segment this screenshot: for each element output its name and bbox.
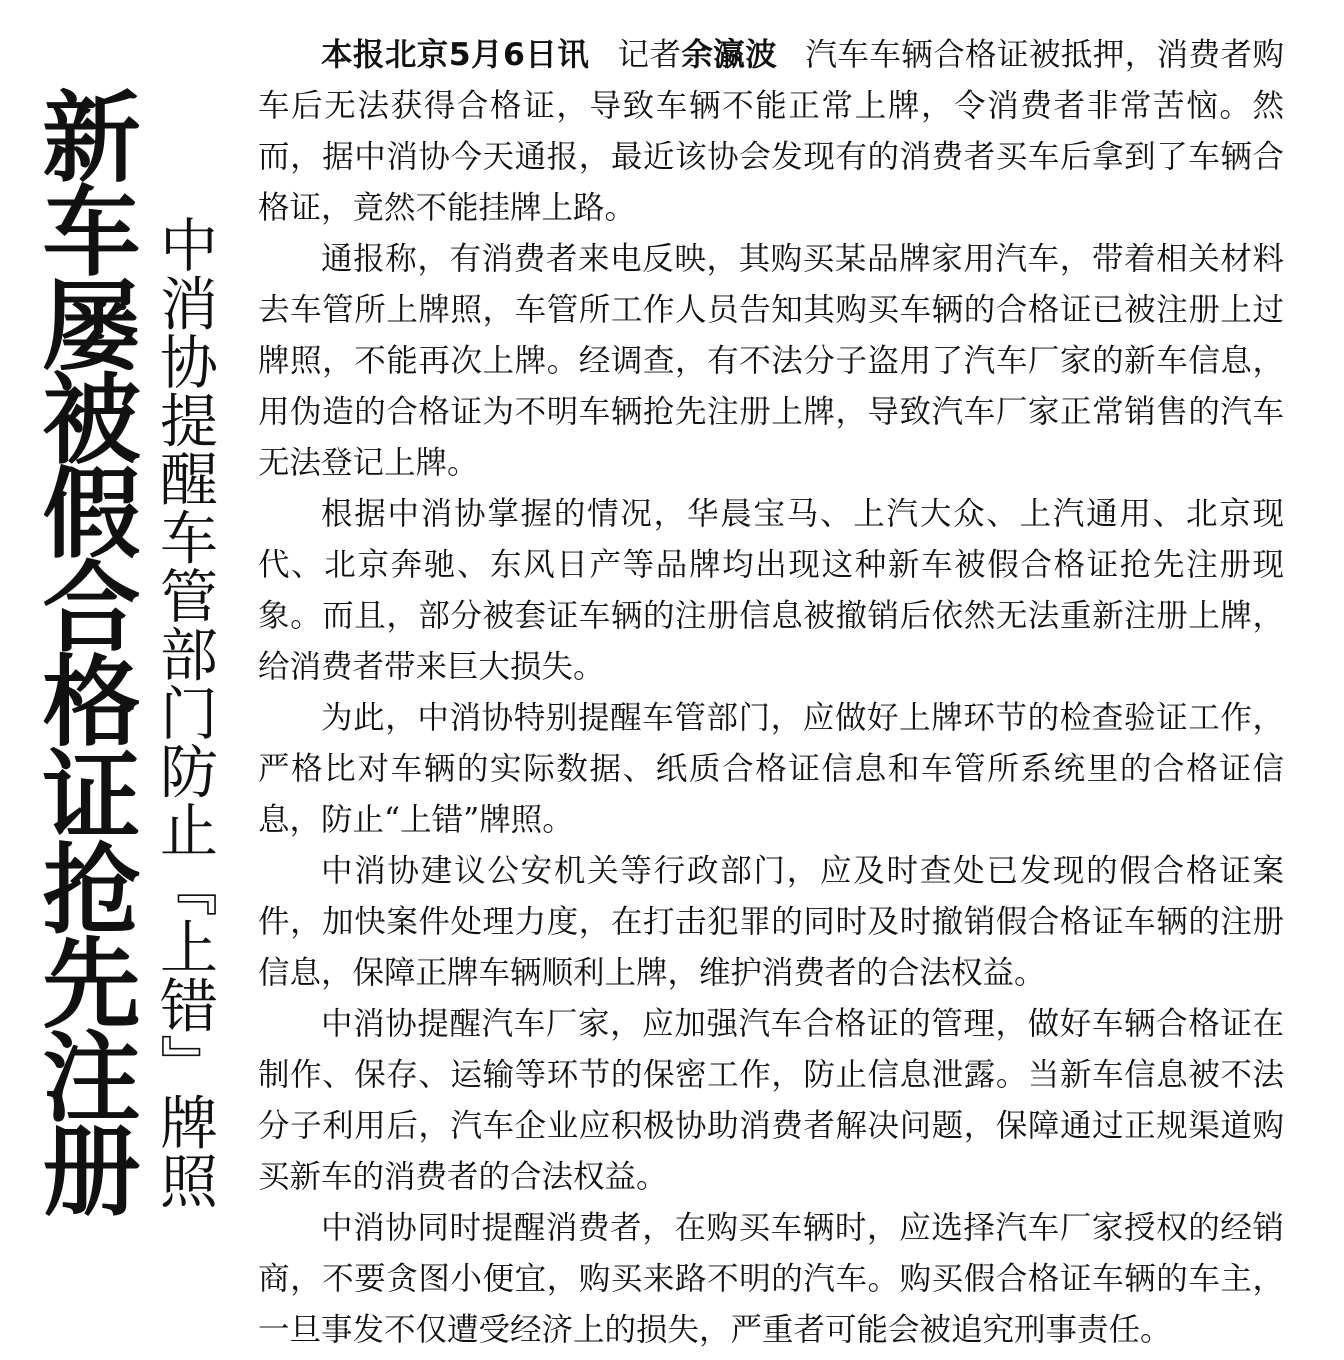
paragraph-1: 通报称，有消费者来电反映，其购买某品牌家用汽车，带着相关材料去车管所上牌照，车管所工作人员告知其购买车辆的合格证已被注册上过牌照，不能再次上牌。经调查，有不法分子盗用了汽车厂家的新车信息，用伪造的合格证为不明车辆抢先注册上牌，导致汽车厂家正常销售的汽车无法登记上牌。: [258, 241, 1284, 481]
reporter-name: 余瀛波: [681, 37, 778, 73]
dateline: 本报北京5月6日讯: [321, 37, 590, 73]
reporter-label: 记者: [617, 37, 682, 73]
lead-text: 汽车车辆合格证被抵押，消费者购车后无法获得合格证，导致车辆不能正常上牌，令消费者非常苦恼。然而，据中消协今天通报，最近该协会发现有的消费者买车后拿到了车辆合格证，竟然不能挂牌上路。: [258, 37, 1284, 226]
lead-paragraph: [258, 30, 1284, 234]
paragraph-3: 为此，中消协特别提醒车管部门，应做好上牌环节的检查验证工作，严格比对车辆的实际数据、纸质合格证信息和车管所系统里的合格证信息，防止“上错”牌照。: [258, 700, 1284, 838]
paragraph-2: 根据中消协掌握的情况，华晨宝马、上汽大众、上汽通用、北京现代、北京奔驰、东风日产等品牌均出现这种新车被假合格证抢先注册现象。而且，部分被套证车辆的注册信息被撤销后依然无法重新注册上牌，给消费者带来巨大损失。: [258, 496, 1284, 685]
subheadline: 中消协提醒车管部门防止『上错』牌照: [150, 215, 218, 1210]
headline: 新车屡被假合格证抢先注册: [26, 86, 140, 1214]
paragraph-4: 中消协建议公安机关等行政部门，应及时查处已发现的假合格证案件，加快案件处理力度，在打击犯罪的同时及时撤销假合格证车辆的注册信息，保障正牌车辆顺利上牌，维护消费者的合法权益。: [258, 853, 1284, 991]
paragraph-6: 中消协同时提醒消费者，在购买车辆时，应选择汽车厂家授权的经销商，不要贪图小便宜，购买来路不明的汽车。购买假合格证车辆的车主，一旦事发不仅遭受经济上的损失，严重者可能会被追究刑事责任。: [258, 1210, 1284, 1348]
article-body: [258, 30, 1284, 1356]
paragraph-5: 中消协提醒汽车厂家，应加强汽车合格证的管理，做好车辆合格证在制作、保存、运输等环节的保密工作，防止信息泄露。当新车信息被不法分子利用后，汽车企业应积极协助消费者解决问题，保障通过正规渠道购买新车的消费者的合法权益。: [258, 1006, 1284, 1195]
